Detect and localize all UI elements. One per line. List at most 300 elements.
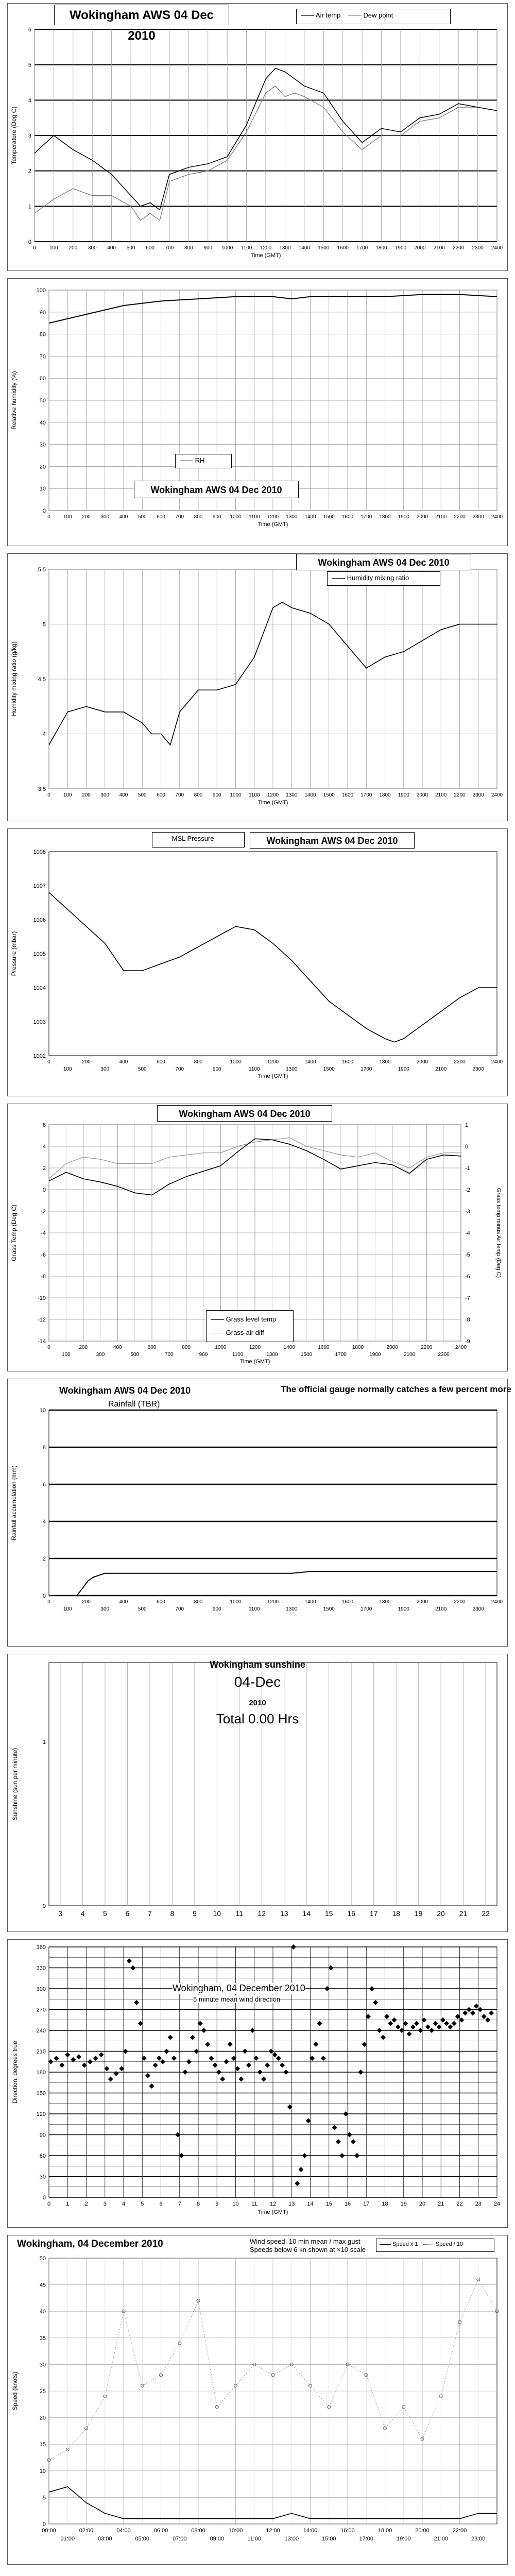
x-tick-label: 1200 <box>267 792 279 798</box>
x-tick-label: 15:00 <box>321 2536 336 2542</box>
plot-area <box>49 1410 497 1596</box>
y-tick-label: 30 <box>39 442 46 448</box>
y-tick-label: 1004 <box>33 985 46 991</box>
x-tick-label: 14 <box>302 1909 311 1918</box>
rainfall-note: The official gauge normally catches a few percent more <box>281 1384 511 1394</box>
x-tick-label: 1900 <box>398 1606 409 1612</box>
y-tick-label: 3 <box>28 133 31 139</box>
legend-grass-label: Grass level temp <box>226 1315 277 1323</box>
legend-grass-swatch <box>211 1319 224 1320</box>
x-tick-label: 800 <box>194 1059 203 1065</box>
x-tick-label: 700 <box>175 1606 184 1612</box>
x-tick-label: 20 <box>419 2201 426 2207</box>
x-tick-label: 2000 <box>416 514 428 520</box>
x-tick-label: 14 <box>307 2201 314 2207</box>
pressure-legend <box>152 832 245 848</box>
x-tick-label: 1600 <box>318 1345 330 1350</box>
x-tick-label: 6 <box>159 2201 163 2207</box>
x-tick-label: 2200 <box>454 1059 466 1065</box>
x-tick-label: 1300 <box>286 1066 298 1072</box>
y-tick-label: 3.5 <box>38 786 46 792</box>
y-tick-label: 10 <box>39 486 46 493</box>
y-tick-label: 5.5 <box>38 567 46 573</box>
x-tick-label: 18:00 <box>377 2528 392 2534</box>
rainfall-chart-title: Wokingham AWS 04 Dec 2010 <box>59 1385 191 1396</box>
y-tick-label: 1002 <box>33 1053 46 1059</box>
y-tick-label: -6 <box>41 1252 46 1258</box>
y-tick-label: 0 <box>28 239 31 245</box>
y-tick-label: 60 <box>39 376 46 382</box>
x-tick-label: 200 <box>82 514 91 520</box>
y-tick-label: 2 <box>42 1556 46 1562</box>
y-tick-label: 10 <box>39 1408 46 1414</box>
x-tick-label: 1100 <box>232 1352 244 1358</box>
legend-speed-x1-swatch <box>380 2244 391 2245</box>
x-axis-label: Time (GMT) <box>258 1073 288 1079</box>
x-tick-label: 23 <box>475 2201 482 2207</box>
x-tick-label: 1300 <box>286 792 298 798</box>
y-tick-label: 8 <box>42 1445 46 1451</box>
humidity-chart-title: Wokingham AWS 04 Dec 2010 <box>134 481 299 498</box>
x-tick-label: 1900 <box>398 1066 409 1072</box>
y-tick-label: -12 <box>38 1317 46 1323</box>
x-tick-label: 1100 <box>248 1606 260 1612</box>
y-tick-label: 30 <box>39 2362 46 2368</box>
x-tick-label: 7 <box>178 2201 181 2207</box>
x-tick-label: 200 <box>82 1599 91 1605</box>
x-tick-label: 1700 <box>360 1066 372 1072</box>
wind-speed-chart <box>8 2235 507 2564</box>
x-tick-label: 05:00 <box>135 2536 150 2542</box>
x-tick-label: 1900 <box>394 245 407 251</box>
x-tick-label: 700 <box>165 245 174 251</box>
x-tick-label: 900 <box>212 514 221 520</box>
x-tick-label: 600 <box>157 514 165 520</box>
y-tick-label: 40 <box>39 2309 46 2315</box>
x-tick-label: 2000 <box>414 245 426 251</box>
x-tick-label: 300 <box>100 514 110 520</box>
wind-speed-chart-panel <box>7 2235 508 2565</box>
x-tick-label: 6 <box>125 1909 130 1918</box>
x-tick-label: 1200 <box>267 1059 279 1065</box>
x-tick-label: 1400 <box>304 514 316 520</box>
temperature-legend <box>296 9 451 24</box>
wind-speed-legend <box>376 2239 494 2252</box>
x-tick-label: 2 <box>84 2201 88 2207</box>
y-axis-label: Speed (knots) <box>11 2371 19 2411</box>
x-tick-label: 7 <box>147 1909 152 1918</box>
x-tick-label: 400 <box>119 514 128 520</box>
x-tick-label: 1600 <box>337 245 349 251</box>
x-tick-label: 06:00 <box>153 2528 168 2534</box>
humidity-chart <box>8 279 507 546</box>
y-tick-label: 10 <box>39 2468 46 2475</box>
x-tick-label: 400 <box>113 1345 122 1350</box>
y-axis-label: Sunshine (sun per minute) <box>11 1748 19 1821</box>
grass-temp-chart-panel <box>7 1104 508 1371</box>
x-tick-label: 1600 <box>341 514 354 520</box>
x-tick-label: 800 <box>194 514 203 520</box>
y-tick-label: 1008 <box>33 849 46 855</box>
x-tick-label: 700 <box>175 514 184 520</box>
x-tick-label: 23:00 <box>471 2536 486 2542</box>
y-tick-label: 0 <box>42 1903 46 1909</box>
x-tick-label: 300 <box>100 1066 110 1072</box>
y-tick-label: 150 <box>36 2090 46 2097</box>
y-tick-label: -2 <box>41 1209 46 1215</box>
x-tick-label: 700 <box>175 1066 184 1072</box>
x-tick-label: 2200 <box>454 792 466 798</box>
x-tick-label: 1000 <box>221 245 233 251</box>
x-tick-label: 17 <box>363 2201 370 2207</box>
y-axis-label: Grass Temp (Deg C) <box>10 1205 18 1261</box>
x-tick-label: 1200 <box>267 1599 279 1605</box>
y-tick-label: 1 <box>42 1739 46 1745</box>
x-tick-label: 1500 <box>323 1066 335 1072</box>
y-tick-label: 330 <box>36 1965 46 1972</box>
y-tick-label: 2 <box>42 1165 46 1172</box>
y-tick-label: 20 <box>39 2415 46 2421</box>
x-tick-label: 800 <box>194 792 203 798</box>
x-tick-label: 700 <box>164 1352 174 1358</box>
x-tick-label: 300 <box>96 1352 105 1358</box>
y-tick-label: 6 <box>42 1122 46 1128</box>
x-tick-label: 12:00 <box>266 2528 280 2534</box>
x-tick-label: 21:00 <box>434 2536 449 2542</box>
x-tick-label: 1 <box>66 2201 70 2207</box>
x-tick-label: 700 <box>175 792 184 798</box>
x-tick-label: 2300 <box>438 1352 450 1358</box>
x-tick-label: 1000 <box>230 1599 242 1605</box>
y-axis-label: Temperature (Deg C) <box>10 106 18 165</box>
x-tick-label: 1000 <box>230 514 242 520</box>
x-tick-label: 1800 <box>379 792 391 798</box>
x-tick-label: 01:00 <box>60 2536 75 2542</box>
wind-speed-subtitle: Wind speed, 10 min mean / max gust Speeds below 6 kn shown at ×10 scale <box>250 2238 366 2253</box>
x-tick-label: 00:00 <box>42 2528 56 2534</box>
x-tick-label: 03:00 <box>97 2536 112 2542</box>
y-right-tick-label: -6 <box>465 1274 470 1280</box>
x-tick-label: 600 <box>157 792 165 798</box>
x-tick-label: 2100 <box>435 792 447 798</box>
x-tick-label: 5 <box>141 2201 144 2207</box>
y-axis-label: Pressure (mbar) <box>10 931 18 976</box>
x-tick-label: 1300 <box>279 245 291 251</box>
y-tick-label: 0 <box>42 1593 46 1599</box>
y-axis-label: Direction, degrees true <box>11 2041 19 2104</box>
y-right-tick-label: -2 <box>465 1187 470 1193</box>
y-tick-label: 270 <box>36 2007 46 2013</box>
x-tick-label: 900 <box>212 792 221 798</box>
y-tick-label: 50 <box>39 2256 46 2262</box>
x-tick-label: 16 <box>347 1909 355 1918</box>
x-tick-label: 16:00 <box>340 2528 355 2534</box>
x-tick-label: 500 <box>126 245 135 251</box>
y-right-tick-label: -1 <box>465 1165 470 1172</box>
x-tick-label: 17:00 <box>359 2536 374 2542</box>
x-tick-label: 2100 <box>435 1066 447 1072</box>
x-tick-label: 300 <box>100 792 110 798</box>
humidity-legend <box>175 454 232 468</box>
x-tick-label: 1400 <box>304 1059 316 1065</box>
y-tick-label: 25 <box>39 2388 46 2395</box>
x-tick-label: 2400 <box>491 792 503 798</box>
y-tick-label: 240 <box>36 2028 46 2034</box>
grass-temp-chart-title: Wokingham AWS 04 Dec 2010 <box>157 1105 332 1122</box>
temperature-chart-title: Wokingham AWS 04 Dec 2010 <box>54 5 229 25</box>
x-tick-label: 1400 <box>283 1345 295 1350</box>
x-tick-label: 18 <box>382 2201 388 2207</box>
legend-hmr-label: Humidity mixing ratio <box>347 574 409 582</box>
x-axis-label: Time (GMT) <box>258 800 288 806</box>
y-tick-label: 4 <box>42 731 46 738</box>
x-tick-label: 16 <box>344 2201 351 2207</box>
y-right-tick-label: -5 <box>465 1252 470 1258</box>
rainfall-chart-panel <box>7 1379 511 1647</box>
legend-rh-label: RH <box>195 456 205 464</box>
y-tick-label: 5 <box>28 62 31 69</box>
x-tick-label: 600 <box>147 1345 157 1350</box>
x-tick-label: 2000 <box>416 792 428 798</box>
rainfall-chart-subtitle: Rainfall (TBR) <box>108 1400 160 1409</box>
y-tick-label: 60 <box>39 2153 46 2159</box>
legend-speed-x1-label: Speed x 1 <box>392 2241 418 2247</box>
x-tick-label: 300 <box>100 1606 110 1612</box>
y-tick-label: 0 <box>42 1187 46 1193</box>
sunshine-total: Total 0.00 Hrs <box>216 1711 299 1726</box>
y-tick-label: 20 <box>39 464 46 470</box>
x-tick-label: 2200 <box>454 514 466 520</box>
x-tick-label: 3 <box>103 2201 107 2207</box>
x-tick-label: 1500 <box>318 245 330 251</box>
x-tick-label: 100 <box>61 1352 71 1358</box>
x-tick-label: 1900 <box>369 1352 381 1358</box>
y-tick-label: 6 <box>28 27 31 33</box>
x-tick-label: 1400 <box>298 245 310 251</box>
x-tick-label: 1200 <box>267 514 279 520</box>
x-tick-label: 12 <box>269 2201 277 2207</box>
y-tick-label: 15 <box>39 2442 46 2448</box>
y-tick-label: 90 <box>39 309 46 316</box>
x-tick-label: 11 <box>251 2201 258 2207</box>
x-tick-label: 12 <box>258 1909 266 1918</box>
y-tick-label: -4 <box>41 1230 46 1236</box>
x-tick-label: 13 <box>288 2201 295 2207</box>
x-tick-label: 10:00 <box>228 2528 243 2534</box>
legend-speed-div10-label: Speed / 10 <box>435 2241 464 2247</box>
x-tick-label: 800 <box>184 245 193 251</box>
y-right-tick-label: -4 <box>465 1230 470 1236</box>
wind-direction-chart-panel <box>7 1939 508 2228</box>
x-tick-label: 1600 <box>341 1599 354 1605</box>
x-tick-label: 1200 <box>260 245 272 251</box>
plot-area <box>49 852 497 1056</box>
x-tick-label: 08:00 <box>191 2528 205 2534</box>
y-tick-label: 4 <box>42 1519 46 1525</box>
x-tick-label: 1300 <box>286 514 298 520</box>
sunshine-date: 04-Dec <box>234 1674 281 1690</box>
x-tick-label: 20:00 <box>415 2528 430 2534</box>
x-tick-label: 200 <box>82 1059 91 1065</box>
mixing-ratio-legend <box>327 571 440 586</box>
x-tick-label: 14:00 <box>303 2528 318 2534</box>
x-tick-label: 2100 <box>403 1352 416 1358</box>
y-tick-label: 0 <box>42 2521 46 2528</box>
y-tick-label: 5 <box>42 2495 46 2501</box>
x-tick-label: 1100 <box>241 245 252 251</box>
mixing-ratio-chart <box>8 554 507 821</box>
y-tick-label: 70 <box>39 353 46 360</box>
legend-speed-div10-swatch <box>423 2244 434 2245</box>
x-tick-label: 1300 <box>286 1606 298 1612</box>
x-axis-label: Time (GMT) <box>258 2209 288 2215</box>
x-tick-label: 2000 <box>386 1345 398 1350</box>
x-tick-label: 1900 <box>398 514 409 520</box>
x-tick-label: 21 <box>438 2201 444 2207</box>
x-tick-label: 13:00 <box>284 2536 299 2542</box>
x-tick-label: 2100 <box>433 245 445 251</box>
x-tick-label: 900 <box>212 1066 221 1072</box>
x-tick-label: 1100 <box>248 1066 260 1072</box>
x-tick-label: 15 <box>324 1909 333 1918</box>
y-tick-label: 0 <box>42 508 46 514</box>
x-tick-label: 1500 <box>323 792 335 798</box>
pressure-chart <box>8 829 507 1096</box>
x-tick-label: 500 <box>138 1066 147 1072</box>
x-tick-label: 2400 <box>491 1059 503 1065</box>
sunshine-chart <box>8 1654 507 1931</box>
y-tick-label: 1007 <box>33 883 46 889</box>
x-tick-label: 22:00 <box>452 2528 467 2534</box>
x-tick-label: 22 <box>482 1909 490 1918</box>
x-tick-label: 13 <box>280 1909 288 1918</box>
x-tick-label: 900 <box>199 1352 208 1358</box>
x-tick-label: 200 <box>82 792 91 798</box>
x-tick-label: 17 <box>369 1909 378 1918</box>
x-tick-label: 11 <box>235 1909 244 1918</box>
x-tick-label: 1800 <box>379 1059 391 1065</box>
wind-direction-title: Wokingham, 04 December 2010 <box>173 1983 305 1993</box>
x-tick-label: 100 <box>63 1606 72 1612</box>
x-tick-label: 1100 <box>248 514 260 520</box>
x-tick-label: 200 <box>68 245 78 251</box>
x-axis-label: Time (GMT) <box>239 1359 270 1365</box>
y-tick-label: 6 <box>42 1482 46 1488</box>
x-tick-label: 0 <box>47 1059 50 1065</box>
y-tick-label: 120 <box>36 2111 46 2117</box>
x-tick-label: 4 <box>80 1909 85 1918</box>
y-right-axis-label: Grass temp minus Air temp (Deg C) <box>495 1188 502 1278</box>
x-tick-label: 500 <box>130 1352 140 1358</box>
y-axis-label: Humidity mixing ratio (g/kg) <box>10 641 18 717</box>
legend-air-temp-label: Air temp <box>315 11 341 19</box>
x-tick-label: 1800 <box>379 514 391 520</box>
x-tick-label: 18 <box>392 1909 400 1918</box>
x-tick-label: 2100 <box>435 1606 447 1612</box>
x-tick-label: 24 <box>493 2201 501 2207</box>
x-tick-label: 500 <box>138 1606 147 1612</box>
y-tick-label: 300 <box>36 1986 46 1992</box>
x-tick-label: 1000 <box>215 1345 227 1350</box>
x-tick-label: 200 <box>79 1345 88 1350</box>
x-tick-label: 22 <box>456 2201 463 2207</box>
y-tick-label: 40 <box>39 419 46 426</box>
x-tick-label: 1600 <box>341 1059 354 1065</box>
humidity-chart-panel <box>7 278 508 546</box>
y-tick-label: 360 <box>36 1944 46 1951</box>
grass-temp-legend <box>206 1310 294 1342</box>
y-right-tick-label: -9 <box>465 1338 470 1345</box>
sunshine-year: 2010 <box>249 1699 266 1707</box>
x-tick-label: 100 <box>63 514 72 520</box>
x-tick-label: 1700 <box>360 514 372 520</box>
x-tick-label: 1900 <box>398 792 409 798</box>
x-tick-label: 0 <box>33 245 36 251</box>
legend-hmr-swatch <box>332 578 345 579</box>
legend-grass-diff-label: Grass-air diff <box>226 1329 264 1336</box>
x-tick-label: 1700 <box>356 245 368 251</box>
rainfall-chart <box>8 1379 507 1646</box>
x-tick-label: 100 <box>49 245 58 251</box>
x-tick-label: 21 <box>459 1909 468 1918</box>
x-tick-label: 04:00 <box>116 2528 131 2534</box>
x-tick-label: 10 <box>213 1909 221 1918</box>
x-tick-label: 1700 <box>360 1606 372 1612</box>
x-tick-label: 2000 <box>416 1599 428 1605</box>
y-tick-label: -10 <box>38 1295 46 1301</box>
y-tick-label: 180 <box>36 2070 46 2076</box>
y-right-tick-label: 0 <box>465 1144 469 1150</box>
y-tick-label: 210 <box>36 2048 46 2055</box>
x-tick-label: 800 <box>194 1599 203 1605</box>
temperature-chart-panel <box>7 3 508 271</box>
x-tick-label: 100 <box>63 1066 72 1072</box>
legend-pressure-label: MSL Pressure <box>171 835 214 842</box>
x-tick-label: 300 <box>88 245 97 251</box>
wind-direction-subtitle: 5 minute mean wind direction <box>193 1995 281 2003</box>
x-tick-label: 1800 <box>375 245 387 251</box>
legend-dew-point-swatch <box>348 15 362 16</box>
x-tick-label: 1000 <box>230 1059 242 1065</box>
x-tick-label: 02:00 <box>79 2528 94 2534</box>
x-tick-label: 100 <box>63 792 72 798</box>
pressure-chart-title: Wokingham AWS 04 Dec 2010 <box>250 832 415 849</box>
x-tick-label: 400 <box>107 245 116 251</box>
legend-dew-point-label: Dew point <box>363 11 393 19</box>
x-tick-label: 2400 <box>455 1345 467 1350</box>
x-tick-label: 0 <box>47 1599 50 1605</box>
x-tick-label: 1700 <box>360 792 372 798</box>
x-tick-label: 3 <box>58 1909 62 1918</box>
y-tick-label: 0 <box>42 2195 46 2201</box>
x-tick-label: 400 <box>119 1059 128 1065</box>
x-tick-label: 1000 <box>230 792 242 798</box>
x-tick-label: 1500 <box>300 1352 313 1358</box>
y-tick-label: 50 <box>39 398 46 404</box>
x-tick-label: 1500 <box>323 514 335 520</box>
x-tick-label: 5 <box>103 1909 107 1918</box>
x-tick-label: 9 <box>215 2201 219 2207</box>
pressure-chart-panel <box>7 828 508 1096</box>
y-tick-label: 35 <box>39 2335 46 2342</box>
x-tick-label: 0 <box>47 792 50 798</box>
x-tick-label: 400 <box>119 1599 128 1605</box>
y-tick-label: 5 <box>42 621 46 628</box>
x-tick-label: 10 <box>232 2201 239 2207</box>
x-tick-label: 1200 <box>249 1345 261 1350</box>
x-tick-label: 1800 <box>379 1599 391 1605</box>
x-tick-label: 500 <box>138 514 147 520</box>
